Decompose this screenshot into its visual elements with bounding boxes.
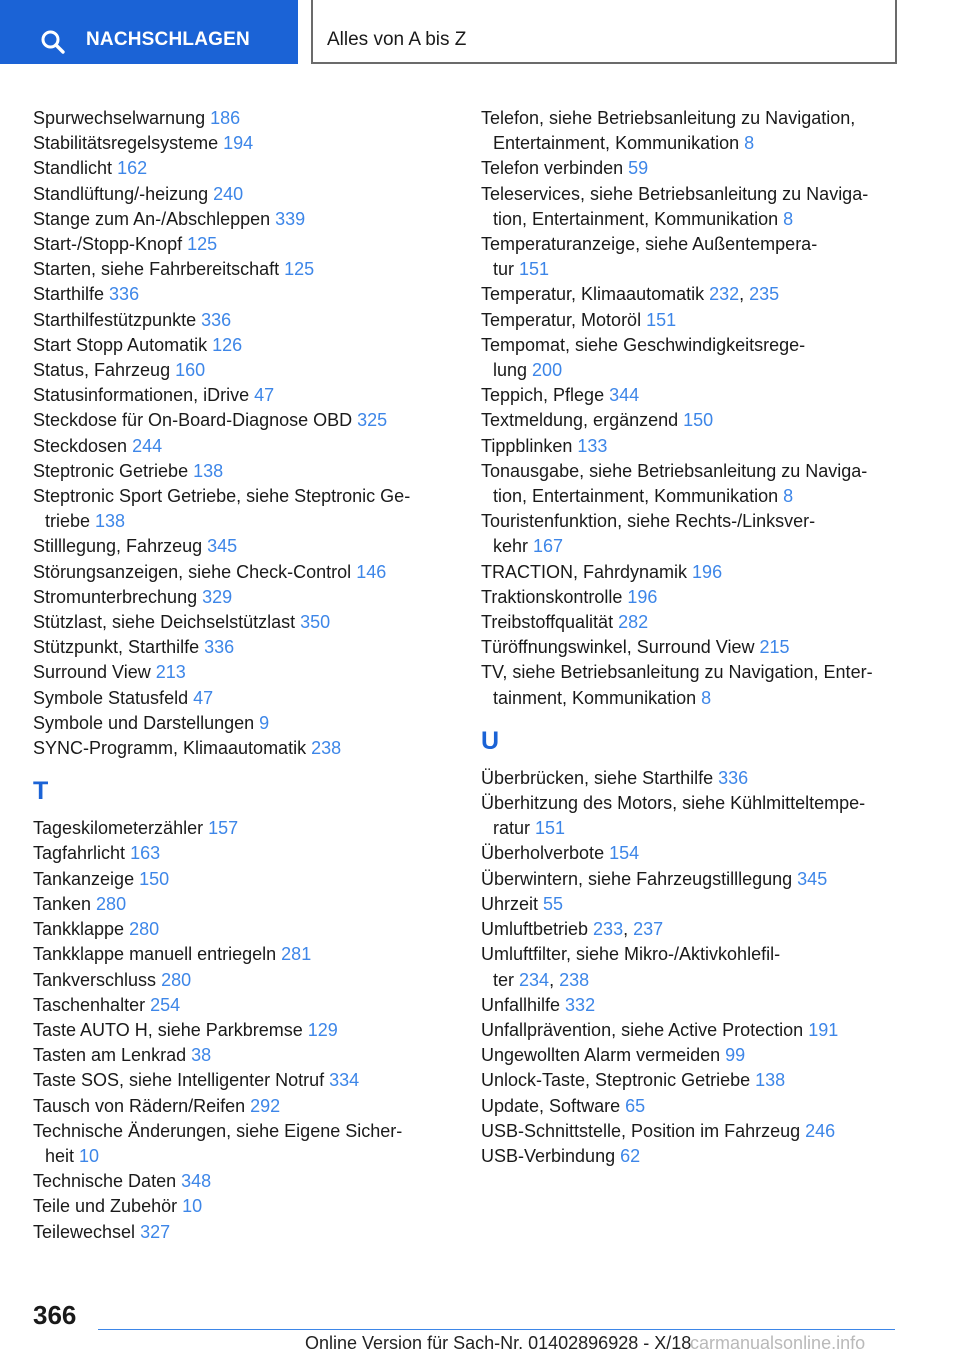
entry-term-continuation: ratur [493, 818, 536, 839]
page-link[interactable]: 8 [783, 486, 794, 507]
entry-term: Temperatur, Klimaautomatik [481, 284, 710, 305]
index-entry [481, 1094, 901, 1119]
entry-term: Steptronic Getriebe [33, 460, 194, 481]
index-entry [33, 660, 443, 685]
page-link[interactable]: 348 [181, 1171, 212, 1192]
index-letter-heading: U [481, 726, 500, 755]
page-link[interactable]: 151 [646, 309, 677, 330]
entry-term: Traktionskontrolle [481, 586, 628, 607]
index-entry [33, 711, 443, 736]
index-entry [33, 867, 443, 892]
index-entry [33, 1094, 443, 1119]
index-entry [481, 308, 901, 333]
page-link[interactable]: 215 [759, 637, 790, 658]
index-entry [33, 635, 443, 660]
entry-term: Tankklappe manuell entriegeln [33, 944, 282, 965]
page-link[interactable]: 282 [618, 612, 649, 633]
entry-term: Standlicht [33, 158, 118, 179]
entry-term: Temperatur, Motoröl [481, 309, 647, 330]
entry-term: TV, siehe Betriebsanleitung zu Navigation, Enter- [481, 662, 873, 683]
page-link[interactable]: 350 [300, 612, 331, 633]
nachschlagen-label: NACHSCHLAGEN [86, 29, 250, 50]
index-entry [33, 1194, 443, 1219]
page-link[interactable]: 329 [202, 586, 233, 607]
index-entry [33, 333, 443, 358]
page-link[interactable]: 280 [129, 919, 160, 940]
page-link[interactable]: 336 [109, 284, 140, 305]
page-link[interactable]: 246 [805, 1120, 836, 1141]
index-entry [33, 736, 443, 761]
index-entry [33, 308, 443, 333]
page-link[interactable]: 232 [709, 284, 740, 305]
page-link[interactable]: 10 [182, 1196, 203, 1217]
page-link[interactable]: 163 [130, 843, 161, 864]
page-link[interactable]: 235 [749, 284, 780, 305]
index-entry [33, 182, 443, 207]
entry-term: Textmeldung, ergänzend [481, 410, 684, 431]
page-link[interactable]: 138 [95, 511, 126, 532]
page-link[interactable]: 334 [329, 1070, 360, 1091]
entry-term: TRACTION, Fahrdynamik [481, 561, 693, 582]
index-entry [481, 1119, 901, 1144]
index-entry [33, 534, 443, 559]
entry-term: Starthilfestützpunkte [33, 309, 202, 330]
page-link[interactable]: 238 [559, 969, 590, 990]
index-entry [481, 282, 901, 307]
page-link[interactable]: 234 [519, 969, 550, 990]
page-link[interactable]: 233 [593, 919, 624, 940]
entry-term: Start-/Stopp-Knopf [33, 234, 188, 255]
index-entry [33, 816, 443, 841]
page-link[interactable]: 336 [201, 309, 232, 330]
index-entry [33, 207, 443, 232]
footer-rule [98, 1329, 895, 1330]
entry-term: Tanken [33, 893, 97, 914]
page-link[interactable]: 38 [191, 1045, 212, 1066]
page-separator: , [739, 284, 750, 305]
page-link[interactable]: 213 [155, 662, 186, 683]
index-column-right [481, 106, 901, 1169]
entry-term: Stützpunkt, Starthilfe [33, 637, 205, 658]
page-link[interactable]: 8 [701, 687, 712, 708]
entry-term: Symbole und Darstellungen [33, 712, 260, 733]
index-column-left [33, 106, 443, 1245]
entry-term: Teppich, Pflege [481, 385, 610, 406]
page-link[interactable]: 240 [213, 183, 244, 204]
page-link[interactable]: 280 [161, 969, 192, 990]
entry-term: Tageskilometerzähler [33, 818, 209, 839]
page-link[interactable]: 138 [193, 460, 224, 481]
page-link[interactable]: 55 [543, 893, 564, 914]
index-entry [33, 892, 443, 917]
index-entry [481, 942, 901, 992]
page-link[interactable]: 254 [150, 994, 181, 1015]
index-entry [481, 182, 901, 232]
entry-term: Überwintern, siehe Fahrzeugstilllegung [481, 868, 798, 889]
entry-term-continuation: Entertainment, Kommunikation [493, 133, 745, 154]
page-link[interactable]: 339 [275, 208, 306, 229]
entry-term-continuation: kehr [493, 536, 534, 557]
index-entry [33, 1220, 443, 1245]
entry-term-continuation: lung [493, 360, 533, 381]
index-entry [33, 459, 443, 484]
index-entry [481, 106, 901, 156]
section-title-box [311, 0, 897, 64]
index-entry [481, 1144, 901, 1169]
page-link[interactable]: 344 [609, 385, 640, 406]
entry-term: Ungewollten Alarm vermeiden [481, 1045, 726, 1066]
entry-term: Störungsanzeigen, siehe Check-Control [33, 561, 357, 582]
index-entry [481, 585, 901, 610]
entry-term: Tippblinken [481, 435, 578, 456]
entry-term: Stange zum An-/Abschleppen [33, 208, 276, 229]
page-separator: , [623, 919, 634, 940]
page-link[interactable]: 336 [718, 767, 749, 788]
page-link[interactable]: 154 [609, 843, 640, 864]
entry-term: Treibstoffqualität [481, 612, 619, 633]
index-entry [33, 1018, 443, 1043]
index-entry [33, 131, 443, 156]
page-link[interactable]: 238 [311, 738, 342, 759]
entry-term: Steckdosen [33, 435, 133, 456]
entry-term-continuation: ter [493, 969, 520, 990]
index-entry [481, 434, 901, 459]
page-link[interactable]: 332 [565, 994, 596, 1015]
page-link[interactable]: 280 [96, 893, 127, 914]
entry-term: Steptronic Sport Getriebe, siehe Steptronic Ge- [33, 486, 411, 507]
entry-term-continuation: tainment, Kommunikation [493, 687, 702, 708]
entry-term: Tankklappe [33, 919, 130, 940]
index-entry [33, 156, 443, 181]
page-link[interactable]: 146 [356, 561, 387, 582]
page-separator: , [549, 969, 560, 990]
page-link[interactable]: 8 [744, 133, 755, 154]
page-link[interactable]: 325 [357, 410, 388, 431]
page-link[interactable]: 194 [223, 133, 254, 154]
page-link[interactable]: 336 [204, 637, 235, 658]
page-link[interactable]: 8 [783, 208, 794, 229]
page-link[interactable]: 129 [307, 1019, 338, 1040]
page-link[interactable]: 345 [797, 868, 828, 889]
entry-term: Unfallhilfe [481, 994, 566, 1015]
index-entry [33, 232, 443, 257]
page-link[interactable]: 133 [577, 435, 608, 456]
search-icon [40, 29, 66, 55]
page-link[interactable]: 59 [628, 158, 649, 179]
index-entry [481, 917, 901, 942]
index-letter-heading: T [33, 777, 49, 806]
entry-term: Umluftbetrieb [481, 919, 594, 940]
entry-term: Unfallprävention, siehe Active Protection [481, 1019, 809, 1040]
entry-term: Stilllegung, Fahrzeug [33, 536, 208, 557]
entry-term: Tasten am Lenkrad [33, 1045, 192, 1066]
page-link[interactable]: 10 [79, 1145, 100, 1166]
entry-term: USB-Verbindung [481, 1145, 621, 1166]
index-entry [33, 585, 443, 610]
page-link[interactable]: 151 [519, 259, 550, 280]
page-link[interactable]: 125 [187, 234, 218, 255]
entry-term: Telefon, siehe Betriebsanleitung zu Navigation, [481, 108, 856, 128]
entry-term: Überbrücken, siehe Starthilfe [481, 767, 719, 788]
entry-term: Symbole Statusfeld [33, 687, 194, 708]
entry-term: Teile und Zubehör [33, 1196, 183, 1217]
index-entry [33, 686, 443, 711]
index-entry [481, 156, 901, 181]
page-number: 366 [33, 1300, 77, 1330]
page-link[interactable]: 196 [692, 561, 723, 582]
entry-term: Stabilitätsregelsysteme [33, 133, 224, 154]
entry-term: Taste AUTO H, siehe Parkbremse [33, 1019, 308, 1040]
page-link[interactable]: 157 [208, 818, 239, 839]
entry-term: Touristenfunktion, siehe Rechts-/Linksver- [481, 511, 816, 532]
entry-term: Überhitzung des Motors, siehe Kühlmitteltempe- [481, 793, 866, 814]
index-entry [481, 383, 901, 408]
page-link[interactable]: 151 [535, 818, 566, 839]
entry-term: Teleservices, siehe Betriebsanleitung zu Naviga- [481, 183, 869, 204]
index-entry [481, 841, 901, 866]
entry-term: Überholverbote [481, 843, 610, 864]
page-link[interactable]: 162 [117, 158, 148, 179]
entry-term: Teilewechsel [33, 1221, 141, 1242]
index-entry [33, 383, 443, 408]
index-entry [481, 892, 901, 917]
index-entry [33, 106, 443, 131]
page-link[interactable]: 9 [259, 712, 270, 733]
entry-term-continuation: tion, Entertainment, Kommunikation [493, 486, 784, 507]
index-entry [33, 484, 443, 534]
index-entry [481, 635, 901, 660]
index-entry [33, 917, 443, 942]
page-link[interactable]: 125 [284, 259, 315, 280]
page-link[interactable]: 99 [725, 1045, 746, 1066]
entry-term: Tagfahrlicht [33, 843, 131, 864]
entry-term: Taschenhalter [33, 994, 151, 1015]
entry-term: USB-Schnittstelle, Position im Fahrzeug [481, 1120, 806, 1141]
entry-term: Technische Daten [33, 1171, 182, 1192]
entry-term: Start Stopp Automatik [33, 334, 213, 355]
index-entry [33, 841, 443, 866]
index-entry [481, 766, 901, 791]
online-version-text: Online Version für Sach-Nr. 01402896928 - X/18 [305, 1333, 692, 1353]
index-entry [481, 509, 901, 559]
entry-term: Telefon verbinden [481, 158, 629, 179]
page-link[interactable]: 62 [620, 1145, 641, 1166]
page-link[interactable]: 327 [140, 1221, 171, 1242]
entry-term: Umluftfilter, siehe Mikro-/Aktivkohlefil- [481, 944, 781, 965]
index-entry [481, 232, 901, 282]
page-link[interactable]: 292 [250, 1095, 281, 1116]
page-link[interactable]: 244 [132, 435, 163, 456]
entry-term: Starthilfe [33, 284, 110, 305]
index-entry [33, 434, 443, 459]
entry-term: Unlock-Taste, Steptronic Getriebe [481, 1070, 756, 1091]
watermark: carmanualsonline.info [690, 1333, 866, 1353]
index-entry [33, 968, 443, 993]
entry-term: Tausch von Rädern/Reifen [33, 1095, 251, 1116]
page-link[interactable]: 138 [755, 1070, 786, 1091]
index-entry [33, 1119, 443, 1169]
index-entry [481, 408, 901, 433]
index-entry [481, 867, 901, 892]
entry-term: Tonausgabe, siehe Betriebsanleitung zu Naviga- [481, 460, 868, 481]
index-entry [481, 1068, 901, 1093]
entry-term: Temperaturanzeige, siehe Außentempera- [481, 234, 818, 255]
page-header [0, 0, 960, 66]
page-link[interactable]: 167 [533, 536, 564, 557]
entry-term: Taste SOS, siehe Intelligenter Notruf [33, 1070, 330, 1091]
page-link[interactable]: 200 [532, 360, 563, 381]
index-entry [33, 942, 443, 967]
page-link[interactable]: 47 [193, 687, 214, 708]
index-entry [33, 358, 443, 383]
page-link[interactable]: 126 [212, 334, 243, 355]
index-entry [481, 560, 901, 585]
index-entry [33, 560, 443, 585]
entry-term-continuation: triebe [45, 511, 96, 532]
page-link[interactable]: 191 [808, 1019, 839, 1040]
entry-term: Stromunterbrechung [33, 586, 203, 607]
index-entry [481, 333, 901, 383]
entry-term: Update, Software [481, 1095, 626, 1116]
entry-term: Stützlast, siehe Deichselstützlast [33, 612, 301, 633]
index-entry [33, 1068, 443, 1093]
page-link[interactable]: 196 [627, 586, 658, 607]
section-title: Alles von A bis Z [327, 29, 467, 50]
entry-term: Tankanzeige [33, 868, 140, 889]
index-entry [33, 282, 443, 307]
entry-term: Technische Änderungen, siehe Eigene Sicher- [33, 1120, 403, 1141]
entry-term: Surround View [33, 662, 156, 683]
index-entry [481, 1043, 901, 1068]
index-entry [33, 257, 443, 282]
index-entry [481, 1018, 901, 1043]
page-link[interactable]: 281 [281, 944, 312, 965]
page-link[interactable]: 65 [625, 1095, 646, 1116]
entry-term: Steckdose für On-Board-Diagnose OBD [33, 410, 358, 431]
entry-term: SYNC-Programm, Klimaautomatik [33, 738, 312, 759]
page-link[interactable]: 186 [210, 108, 241, 128]
entry-term: Türöffnungswinkel, Surround View [481, 637, 760, 658]
page-link[interactable]: 345 [207, 536, 238, 557]
index-entry [33, 1043, 443, 1068]
index-entry [481, 993, 901, 1018]
entry-term: Standlüftung/-heizung [33, 183, 214, 204]
page-link[interactable]: 150 [139, 868, 170, 889]
entry-term-continuation: tur [493, 259, 520, 280]
index-entry [481, 610, 901, 635]
index-entry [33, 408, 443, 433]
page-link[interactable]: 47 [254, 385, 275, 406]
entry-term: Tankverschluss [33, 969, 162, 990]
page-link[interactable]: 150 [683, 410, 714, 431]
entry-term: Spurwechselwarnung [33, 108, 211, 128]
page-link[interactable]: 237 [633, 919, 664, 940]
entry-term: Tempomat, siehe Geschwindigkeitsrege- [481, 334, 806, 355]
index-entry [481, 791, 901, 841]
entry-term-continuation: heit [45, 1145, 80, 1166]
entry-term: Status, Fahrzeug [33, 360, 176, 381]
index-entry [33, 610, 443, 635]
entry-term: Statusinformationen, iDrive [33, 385, 255, 406]
entry-term-continuation: tion, Entertainment, Kommunikation [493, 208, 784, 229]
index-entry [33, 1169, 443, 1194]
index-entry [33, 993, 443, 1018]
index-entry [481, 660, 901, 710]
entry-term: Starten, siehe Fahrbereitschaft [33, 259, 285, 280]
nachschlagen-tab[interactable] [0, 0, 298, 64]
index-entry [481, 459, 901, 509]
entry-term: Uhrzeit [481, 893, 544, 914]
page-link[interactable]: 160 [175, 360, 206, 381]
